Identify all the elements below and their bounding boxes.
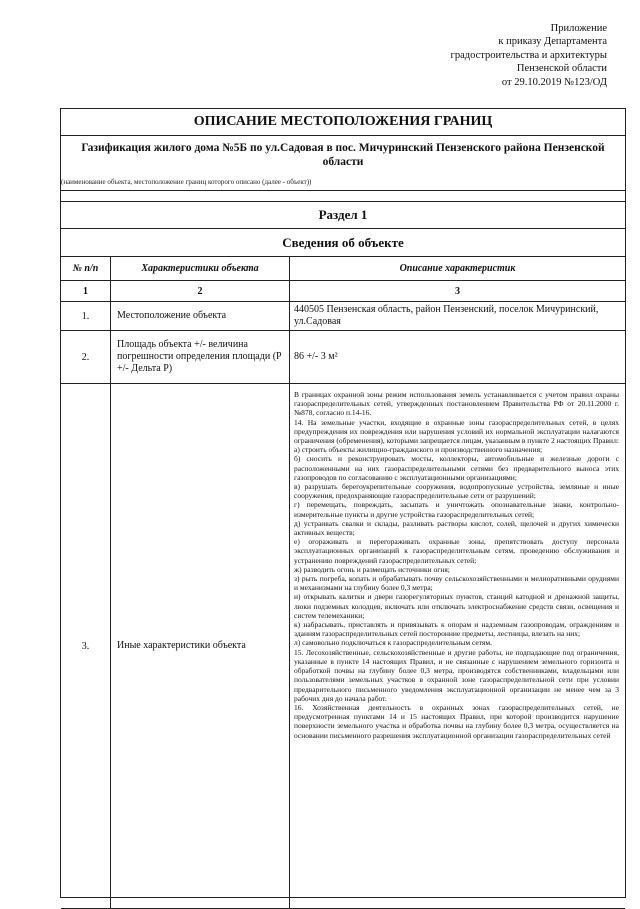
restriction-paragraph: к) набрасывать, приставлять и привязывать к опорам и надземным газопроводам, ограждениям и зданиям газораспределительных сетей посторонние предметы, лестницы, влезать на них; (294, 620, 619, 639)
appendix-line: от 29.10.2019 №123/ОД (501, 76, 607, 88)
restriction-paragraph: е) огораживать и перегораживать охранные зоны, препятствовать доступу персонала эксплуатационных организаций к газораспределительным сетям, проведению обслуживания и устранению повреждений газораспределительных сетей; (294, 537, 619, 565)
row-number: 2. (61, 331, 111, 384)
table-row (61, 331, 625, 384)
section-heading: Раздел 1 (61, 202, 625, 229)
row-description: 440505 Пензенская область, район Пензенский, поселок Мичуринский, ул.Садовая (290, 302, 626, 331)
header-number: № п/п (61, 257, 111, 281)
restriction-paragraph: В границах охранной зоны режим использования земель устанавливается с учетом правил охраны газораспределительных сетей, утвержденных постановлением Правительства РФ от 20.11.2000 г. №878, согласно п.14-16. (294, 390, 619, 418)
row-number: 1. (61, 302, 111, 331)
restriction-paragraph: г) перемещать, повреждать, засыпать и уничтожать опознавательные знаки, контрольно-измерительные пункты и другие устройства газораспределительных сетей; (294, 500, 619, 519)
document-title: ОПИСАНИЕ МЕСТОПОЛОЖЕНИЯ ГРАНИЦ (61, 109, 625, 136)
object-name: Газификация жилого дома №5Б по ул.Садовая в пос. Мичуринский Пензенского района Пензенской области (81, 142, 605, 168)
restriction-paragraph: з) рыть погреба, копать и обрабатывать почву сельскохозяйственными и мелиоративными орудиями и механизмами на глубину более 0,3 метра; (294, 574, 619, 593)
row-characteristic: Площадь объекта +/- величина погрешности определения площади (Р +/- Дельта Р) (111, 331, 290, 384)
appendix-line: к приказу Департамента (498, 36, 607, 48)
object-info-table (61, 257, 625, 909)
row-characteristic: Местоположение объекта (111, 302, 290, 331)
row-number: 3. (61, 384, 111, 909)
restriction-paragraph: б) сносить и реконструировать мосты, коллекторы, автомобильные и железные дороги с расположенными на них газораспределительными сетями без предварительного выноса этих газопроводов по согласованию с эксплуатационными организациями; (294, 454, 619, 482)
header-characteristic: Характеристики объекта (111, 257, 290, 281)
column-number-row (61, 281, 625, 302)
restriction-paragraph: 15. Лесохозяйственные, сельскохозяйственные и другие работы, не подпадающие под ограничения, указанные в пункте 14 настоящих Правил, и не связанные с нарушением земельного горизонта и обработкой почвы на глубину более 0,3 метра, производятся собственниками, владельцами или пользователями земельных участков в охранной зоне газораспределительной сети при условии предварительного письменного уведомления эксплуатационной организации не менее чем за 3 рабочих дня до начала работ. (294, 647, 619, 703)
section-title: Сведения об объекте (61, 229, 625, 257)
table-header-row (61, 257, 625, 281)
restriction-paragraph: д) устраивать свалки и склады, разливать растворы кислот, солей, щелочей и других химически активных веществ; (294, 518, 619, 538)
restriction-paragraph: 16. Хозяйственная деятельность в охранных зонах газораспределительных сетей, не предусмотренная пунктами 14 и 15 настоящих Правил, при которой производится нарушение поверхности земельного участка и обработка почвы на глубину более 0,3 метра, осуществляется на основании письменного разрешения эксплуатационной организации газораспределительных сетей (294, 702, 619, 740)
appendix-header (347, 22, 607, 89)
column-number: 1 (61, 281, 111, 302)
boundary-description-document (60, 108, 626, 898)
appendix-line: Пензенской области (516, 63, 607, 75)
table-row (61, 302, 625, 331)
appendix-line: Приложение (550, 23, 607, 34)
spacer-row (61, 191, 625, 202)
column-number: 3 (290, 281, 626, 302)
restriction-paragraph: л) самовольно подключаться к газораспределительным сетям. (294, 638, 492, 648)
row-description (290, 384, 626, 909)
row-characteristic: Иные характеристики объекта (111, 384, 290, 909)
header-description: Описание характеристик (290, 257, 626, 281)
row-description: 86 +/- 3 м² (290, 331, 626, 384)
restriction-paragraph: 14. На земельные участки, входящие в охранные зоны газораспределительных сетей, в целях предупреждения их повреждения или нарушения условий их нормальной эксплуатации налагаются ограничения (обременения), которыми запрещается лицам, указанным в пункте 2 настоящих Правил: (294, 417, 619, 446)
restriction-paragraph: в) разрушать берегоукрепительные сооружения, водопропускные устройства, земляные и иные сооружения, предохраняющие газораспределительные сети от разрушений; (294, 482, 619, 501)
restriction-paragraph: а) строить объекты жилищно-гражданского и производственного назначения; (294, 445, 543, 455)
restriction-paragraph: и) открывать калитки и двери газорегуляторных пунктов, станций катодной и дренажной защиты, люки подземных колодцев, включать или отключать электроснабжение средств связи, освещения и систем телемеханики; (294, 592, 619, 620)
appendix-line: градостроительства и архитектуры (450, 49, 607, 61)
object-name-note: (наименование объекта, местоположение границ которого описано (далее - объект)) (61, 176, 625, 191)
restriction-paragraph: ж) разводить огонь и размещать источники огня; (294, 564, 450, 574)
table-row (61, 384, 625, 909)
column-number: 2 (111, 281, 290, 302)
